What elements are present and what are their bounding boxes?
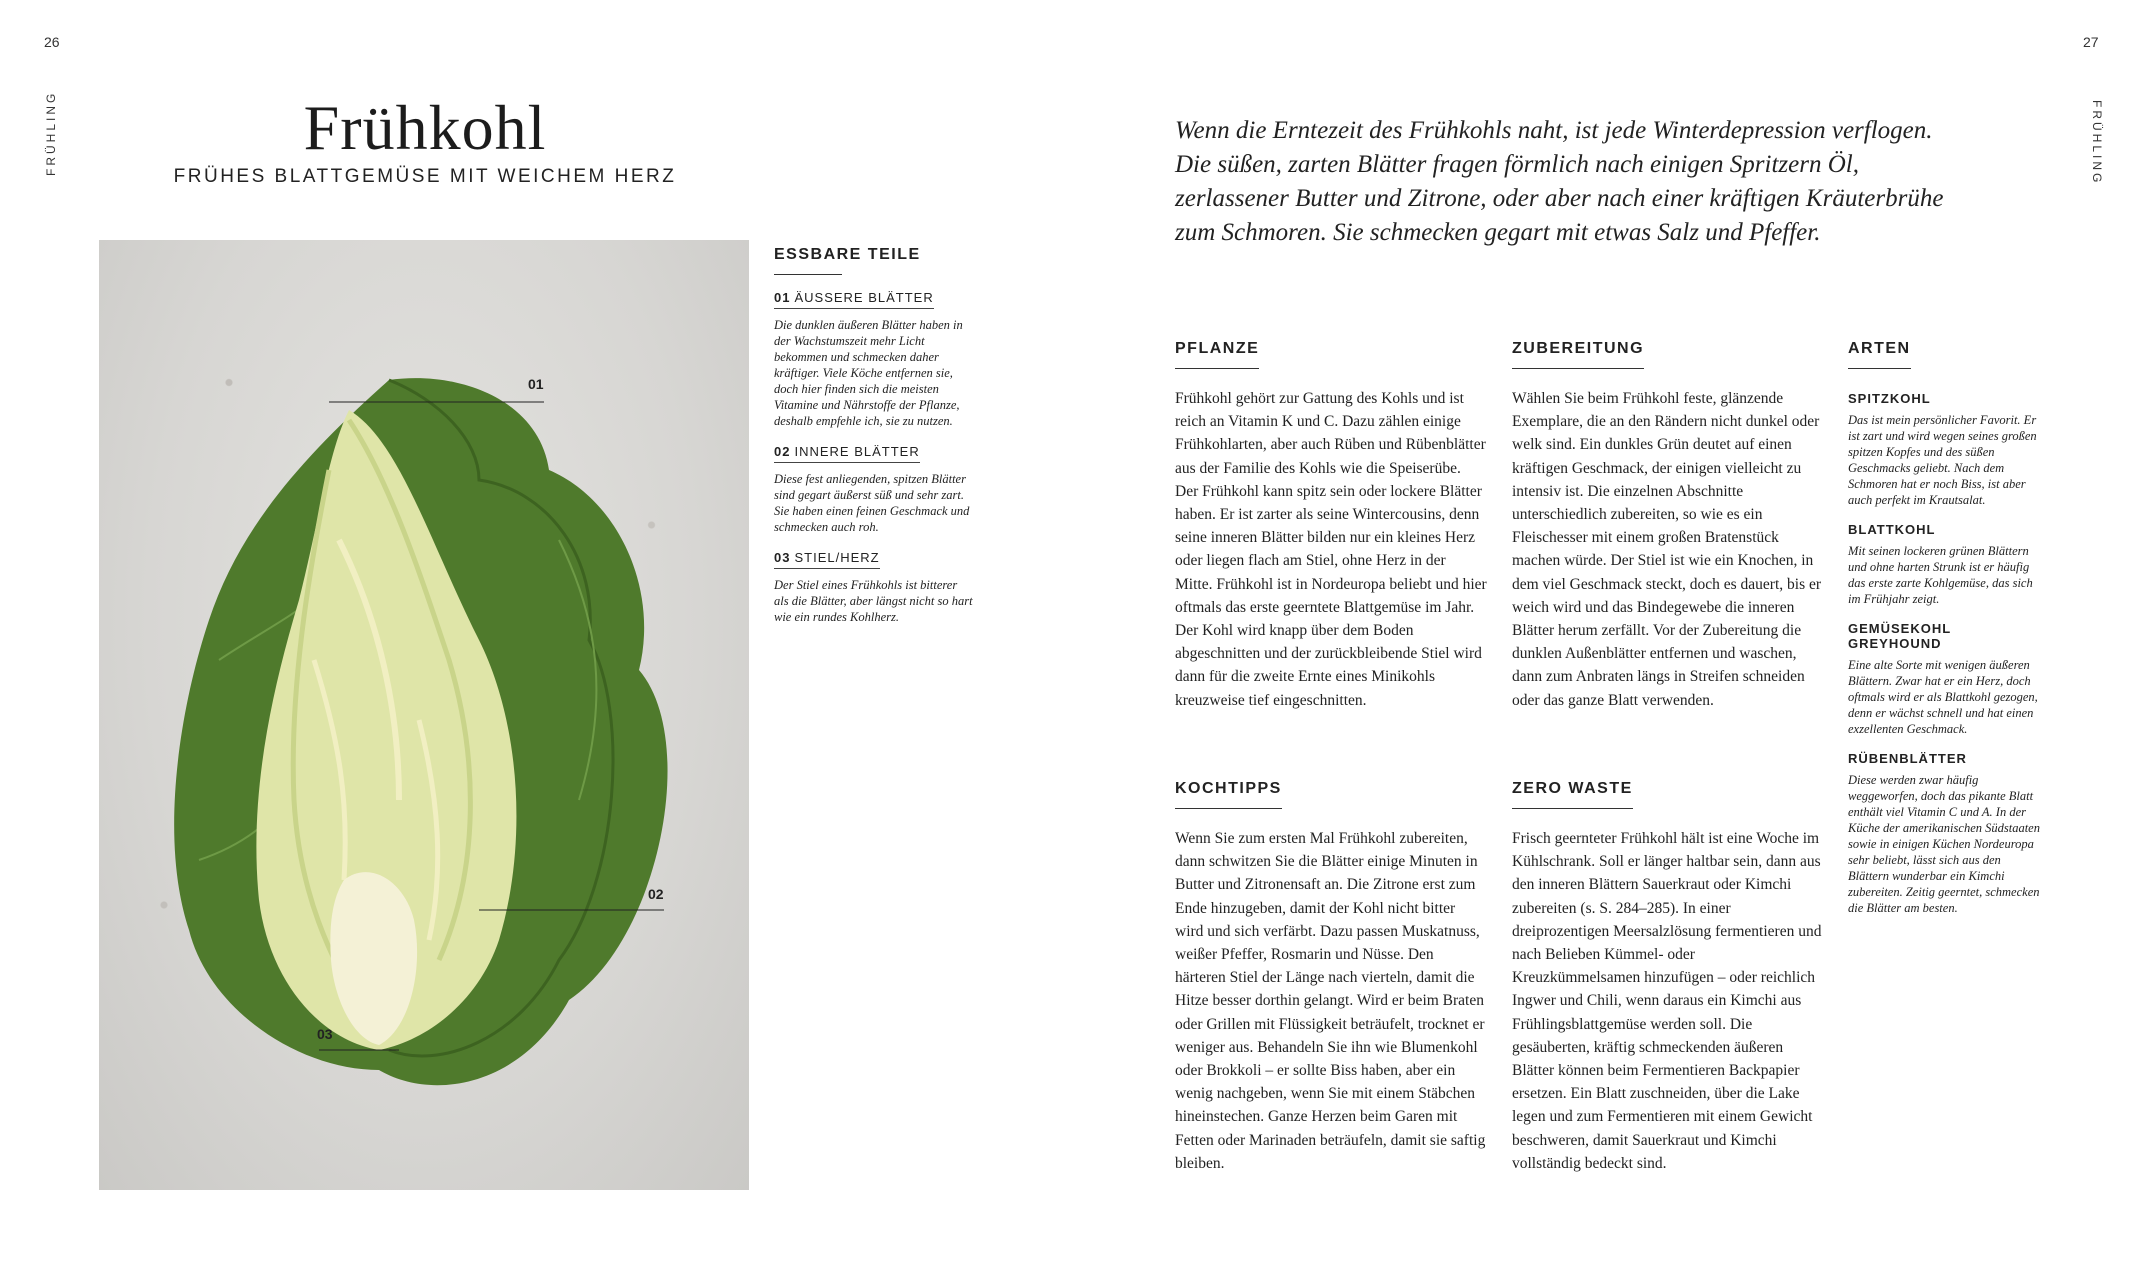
- edible-part-label: 02 INNERE BLÄTTER: [774, 444, 920, 463]
- edible-part-text: Diese fest anliegenden, spitzen Blätter sind gegart äußerst süß und sehr zart. Sie haben einen feinen Geschmack und schmecken auch roh.: [774, 472, 970, 534]
- page-number-left: 26: [44, 34, 60, 50]
- section-body: Frühkohl gehört zur Gattung des Kohls und ist reich an Vitamin K und C. Dazu zählen einige Frühkohlarten, aber auch Rüben und Rübenblätter aus der Familie des Kohls wie die Speiserübe. Der Frühkohl kann spitz sein oder lockere Blätter haben. Er ist zarter als seine Wintercousins, denn seine inneren Blätter bilden nur ein kleines Herz oder liegen flach am Stiel, ohne Herz in der Mitte. Frühkohl ist in Nordeuropa beliebt und hier oftmals das erste geerntete Blattgemüse im Jahr. Der Kohl wird knapp über dem Boden abgeschnitten und der zurückbleibende Stiel wird dann für die zweite Ernte eines Minikohls kreuzweise tief eingeschnitten.: [1175, 390, 1487, 709]
- variety-name: RÜBENBLÄTTER: [1848, 751, 1967, 766]
- variety-name: SPITZKOHL: [1848, 391, 1931, 406]
- edible-part-text: Die dunklen äußeren Blätter haben in der Wachstumszeit mehr Licht bekommen und schmecken daher kräftiger. Viele Köche entfernen sie, doch hier finden sich die meisten Vitamine und Nährstoffe der Pflanze, deshalb empfehle ich, sie zu nutzen.: [774, 318, 963, 428]
- callout-03: 03: [317, 1026, 333, 1042]
- section-body: Wählen Sie beim Frühkohl feste, glänzende Exemplare, die an den Rändern nicht dunkel oder welk sind. Ein dunkles Grün deutet auf einen kräftigen Geschmack, der einigen vielleicht zu intensiv ist. Die einzelnen Abschnitte unterschiedlich zubereiten, so wie es ein Fleischesser mit einem großen Bratenstück machen würde. Der Stiel ist wie ein Knochen, in dem viel Geschmack steckt, doch es dauert, bis er weich wird und das Bindegewebe die inneren Blätter herum zerfällt. Vor der Zubereitung die dunklen Außenblätter entfernen und waschen, dann zum Anbraten längs in Streifen schneiden oder das ganze Blatt verwenden.: [1512, 390, 1822, 709]
- section-kochtipps: [1175, 780, 1487, 1175]
- variety-text: Diese werden zwar häufig weggeworfen, doch das pikante Blatt enthält viel Vitamin C und A. In der Küche der amerikanischen Südstaaten sowie in einigen Küchen Nordeuropa sehr beliebt, lässt sich aus den Blättern wunderbar ein Kimchi zubereiten. Zeitig geerntet, schmecken die Blätter am besten.: [1848, 773, 2040, 915]
- section-heading: ZUBEREITUNG: [1512, 340, 1644, 369]
- section-body: Frisch geernteter Frühkohl hält ist eine Woche im Kühlschrank. Soll er länger haltbar sein, dann aus den inneren Blättern Sauerkraut oder Kimchi zubereiten (s. S. 284–285). In einer dreiprozentigen Meersalzlösung fermentieren und nach Belieben Kümmel- oder Kreuzkümmelsamen hinzufügen – oder reichlich Ingwer und Chili, wenn daraus ein Kimchi aus Frühlingsblattgemüse werden soll. Die gesäuberten, kräftig schmeckenden äußeren Blätter können beim Fermentieren Backpapier ersetzen. Ein Blatt zuschneiden, über die Lake legen und zum Fermentieren mit einem Gewicht beschweren, damit Sauerkraut und Kimchi vollständig bedeckt sind.: [1512, 830, 1822, 1172]
- variety-text: Das ist mein persönlicher Favorit. Er ist zart und wird wegen seines großen spitzen Kopfes und des süßen Geschmacks geliebt. Nach dem Schmoren hat er noch Biss, ist aber auch perfekt im Krautsalat.: [1848, 413, 2037, 507]
- page-subtitle: FRÜHES BLATTGEMÜSE MIT WEICHEM HERZ: [173, 166, 677, 187]
- edible-parts-rule: [774, 274, 842, 275]
- page-title: Frühkohl: [303, 92, 547, 163]
- edible-part-item: [774, 443, 974, 535]
- edible-part-item: [774, 549, 974, 625]
- section-heading: PFLANZE: [1175, 340, 1259, 369]
- edible-part-label: 03 STIEL/HERZ: [774, 550, 880, 569]
- section-body: Wenn Sie zum ersten Mal Frühkohl zubereiten, dann schwitzen Sie die Blätter einige Minuten in Butter und Zitronensaft an. Die Zitrone erst zum Ende hinzugeben, damit der Kohl nicht bitter wird und sich verfärbt. Dazu passen Muskatnuss, weißer Pfeffer, Rosmarin und Nüsse. Den härteren Stiel der Länge nach vierteln, damit die Hitze besser dorthin gelangt. Wird er beim Braten oder Grillen mit Flüssigkeit beträufelt, trocknet er weniger aus. Behandeln Sie ihn wie Blumenkohl oder Brokkoli – er sollte Biss haben, aber ein wenig nachgeben, wenn Sie mit einem Stäbchen hineinstechen. Ganze Herzen beim Garen mit Fetten oder Marinaden beträufeln, damit sie saftig bleiben.: [1175, 830, 1486, 1172]
- cabbage-photo: [99, 240, 749, 1190]
- section-pflanze: [1175, 340, 1487, 712]
- variety-text: Mit seinen lockeren grünen Blättern und ohne harten Strunk ist er häufig das erste zarte Kohlgemüse, das sich im Frühjahr zeigt.: [1848, 544, 2033, 606]
- variety-name: BLATTKOHL: [1848, 522, 1936, 537]
- edible-parts-panel: [774, 246, 974, 625]
- edible-part-label: 01 ÄUSSERE BLÄTTER: [774, 290, 934, 309]
- callout-01: 01: [528, 376, 544, 392]
- intro-text: Wenn die Erntezeit des Frühkohls naht, ist jede Winterdepression verflogen. Die süßen, zarten Blätter fragen förmlich nach einigen Spritzern Öl, zerlassener Butter und Zitrone, oder aber nach einer kräftigen Kräuterbrühe zum Schmoren. Sie schmecken gegart mit etwas Salz und Pfeffer.: [1175, 117, 1944, 246]
- edible-parts-heading: ESSBARE TEILE: [774, 246, 921, 263]
- page-number-right: 27: [2083, 34, 2099, 50]
- variety-item: [1848, 621, 2043, 737]
- cabbage-illustration: [99, 240, 749, 1190]
- section-heading: KOCHTIPPS: [1175, 780, 1282, 809]
- edible-part-text: Der Stiel eines Frühkohls ist bitterer als die Blätter, aber längst nicht so hart wie ein rundes Kohlherz.: [774, 578, 973, 624]
- variety-item: [1848, 391, 2043, 508]
- section-zubereitung: [1512, 340, 1824, 712]
- variety-name: GEMÜSEKOHL GREYHOUND: [1848, 621, 1951, 651]
- variety-item: [1848, 751, 2043, 916]
- variety-text: Eine alte Sorte mit wenigen äußeren Blättern. Zwar hat er ein Herz, doch oftmals wird er als Blattkohl gezogen, denn er wächst schnell und hat einen exzellenten Geschmack.: [1848, 658, 2038, 736]
- callout-02: 02: [648, 886, 664, 902]
- running-head-left: FRÜHLING: [44, 90, 58, 176]
- edible-part-item: [774, 289, 974, 429]
- section-heading: ZERO WASTE: [1512, 780, 1633, 809]
- section-zero-waste: [1512, 780, 1824, 1175]
- running-head-right: FRÜHLING: [2090, 100, 2104, 186]
- variety-item: [1848, 522, 2043, 607]
- section-heading: ARTEN: [1848, 340, 1911, 369]
- section-arten: [1848, 340, 2043, 916]
